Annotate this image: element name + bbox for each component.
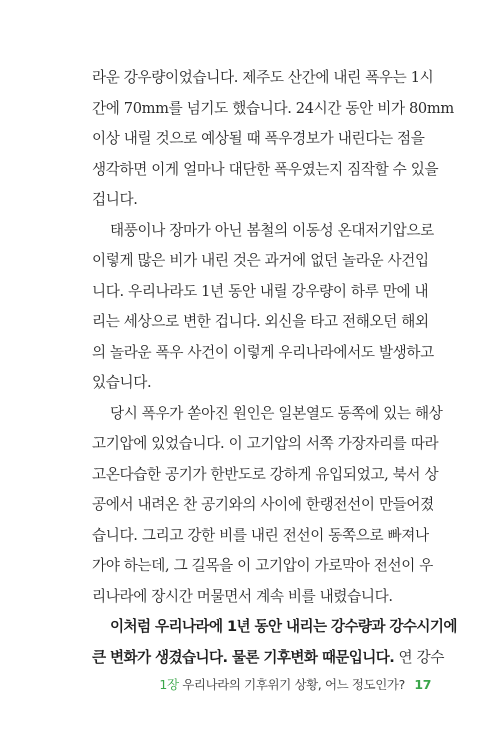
body-line: 니다. 우리나라도 1년 동안 내릴 강우량이 하루 만에 내 xyxy=(92,283,429,300)
body-line: 리나라에 장시간 머물면서 계속 비를 내렸습니다. xyxy=(92,588,393,605)
body-line: 태풍이나 장마가 아닌 봄철의 이동성 온대저기압으로 xyxy=(110,222,434,239)
body-line: 이상 내릴 것으로 예상될 때 폭우경보가 내린다는 점을 xyxy=(92,130,425,147)
body-line: 간에 70mm를 넘기도 했습니다. 24시간 동안 비가 80mm xyxy=(92,100,454,117)
emphasis-text: 큰 변화가 생겼습니다. 물론 기후변화 때문입니다. xyxy=(92,649,395,666)
running-footer xyxy=(159,676,431,694)
body-line: 고온다습한 공기가 한반도로 강하게 유입되었고, 북서 상 xyxy=(92,466,439,483)
chapter-label: 1장 xyxy=(159,677,179,692)
body-line: 이렇게 많은 비가 내린 것은 과거에 없던 놀라운 사건입 xyxy=(92,252,429,269)
chapter-title: 우리나라의 기후위기 상황, 어느 정도인가? xyxy=(182,677,405,692)
body-line: 당시 폭우가 쏟아진 원인은 일본열도 동쪽에 있는 해상 xyxy=(110,405,443,422)
body-line: 생각하면 이게 얼마나 대단한 폭우였는지 짐작할 수 있을 xyxy=(92,161,439,178)
body-line: 공에서 내려온 찬 공기와의 사이에 한랭전선이 만들어졌 xyxy=(92,496,434,513)
emphasis-line: 이처럼 우리나라에 1년 동안 내리는 강수량과 강수시기에 xyxy=(110,618,457,635)
body-text: 연 강수 xyxy=(394,649,445,666)
body-line: 고기압에 있었습니다. 이 고기압의 서쪽 가장자리를 따라 xyxy=(92,435,439,452)
body-line: 있습니다. xyxy=(92,374,152,391)
body-line: 라운 강우량이었습니다. 제주도 산간에 내린 폭우는 1시 xyxy=(92,69,434,86)
body-line: 의 놀라운 폭우 사건이 이렇게 우리나라에서도 발생하고 xyxy=(92,344,434,361)
body-line: 겁니다. xyxy=(92,191,138,208)
body-line: 습니다. 그리고 강한 비를 내린 전선이 동쪽으로 빠져나 xyxy=(92,527,429,544)
mixed-line xyxy=(92,648,445,668)
body-line: 리는 세상으로 변한 겁니다. 외신을 타고 전해오던 해외 xyxy=(92,313,429,330)
body-line: 가야 하는데, 그 길목을 이 고기압이 가로막아 전선이 우 xyxy=(92,557,434,574)
page-number: 17 xyxy=(414,677,431,692)
